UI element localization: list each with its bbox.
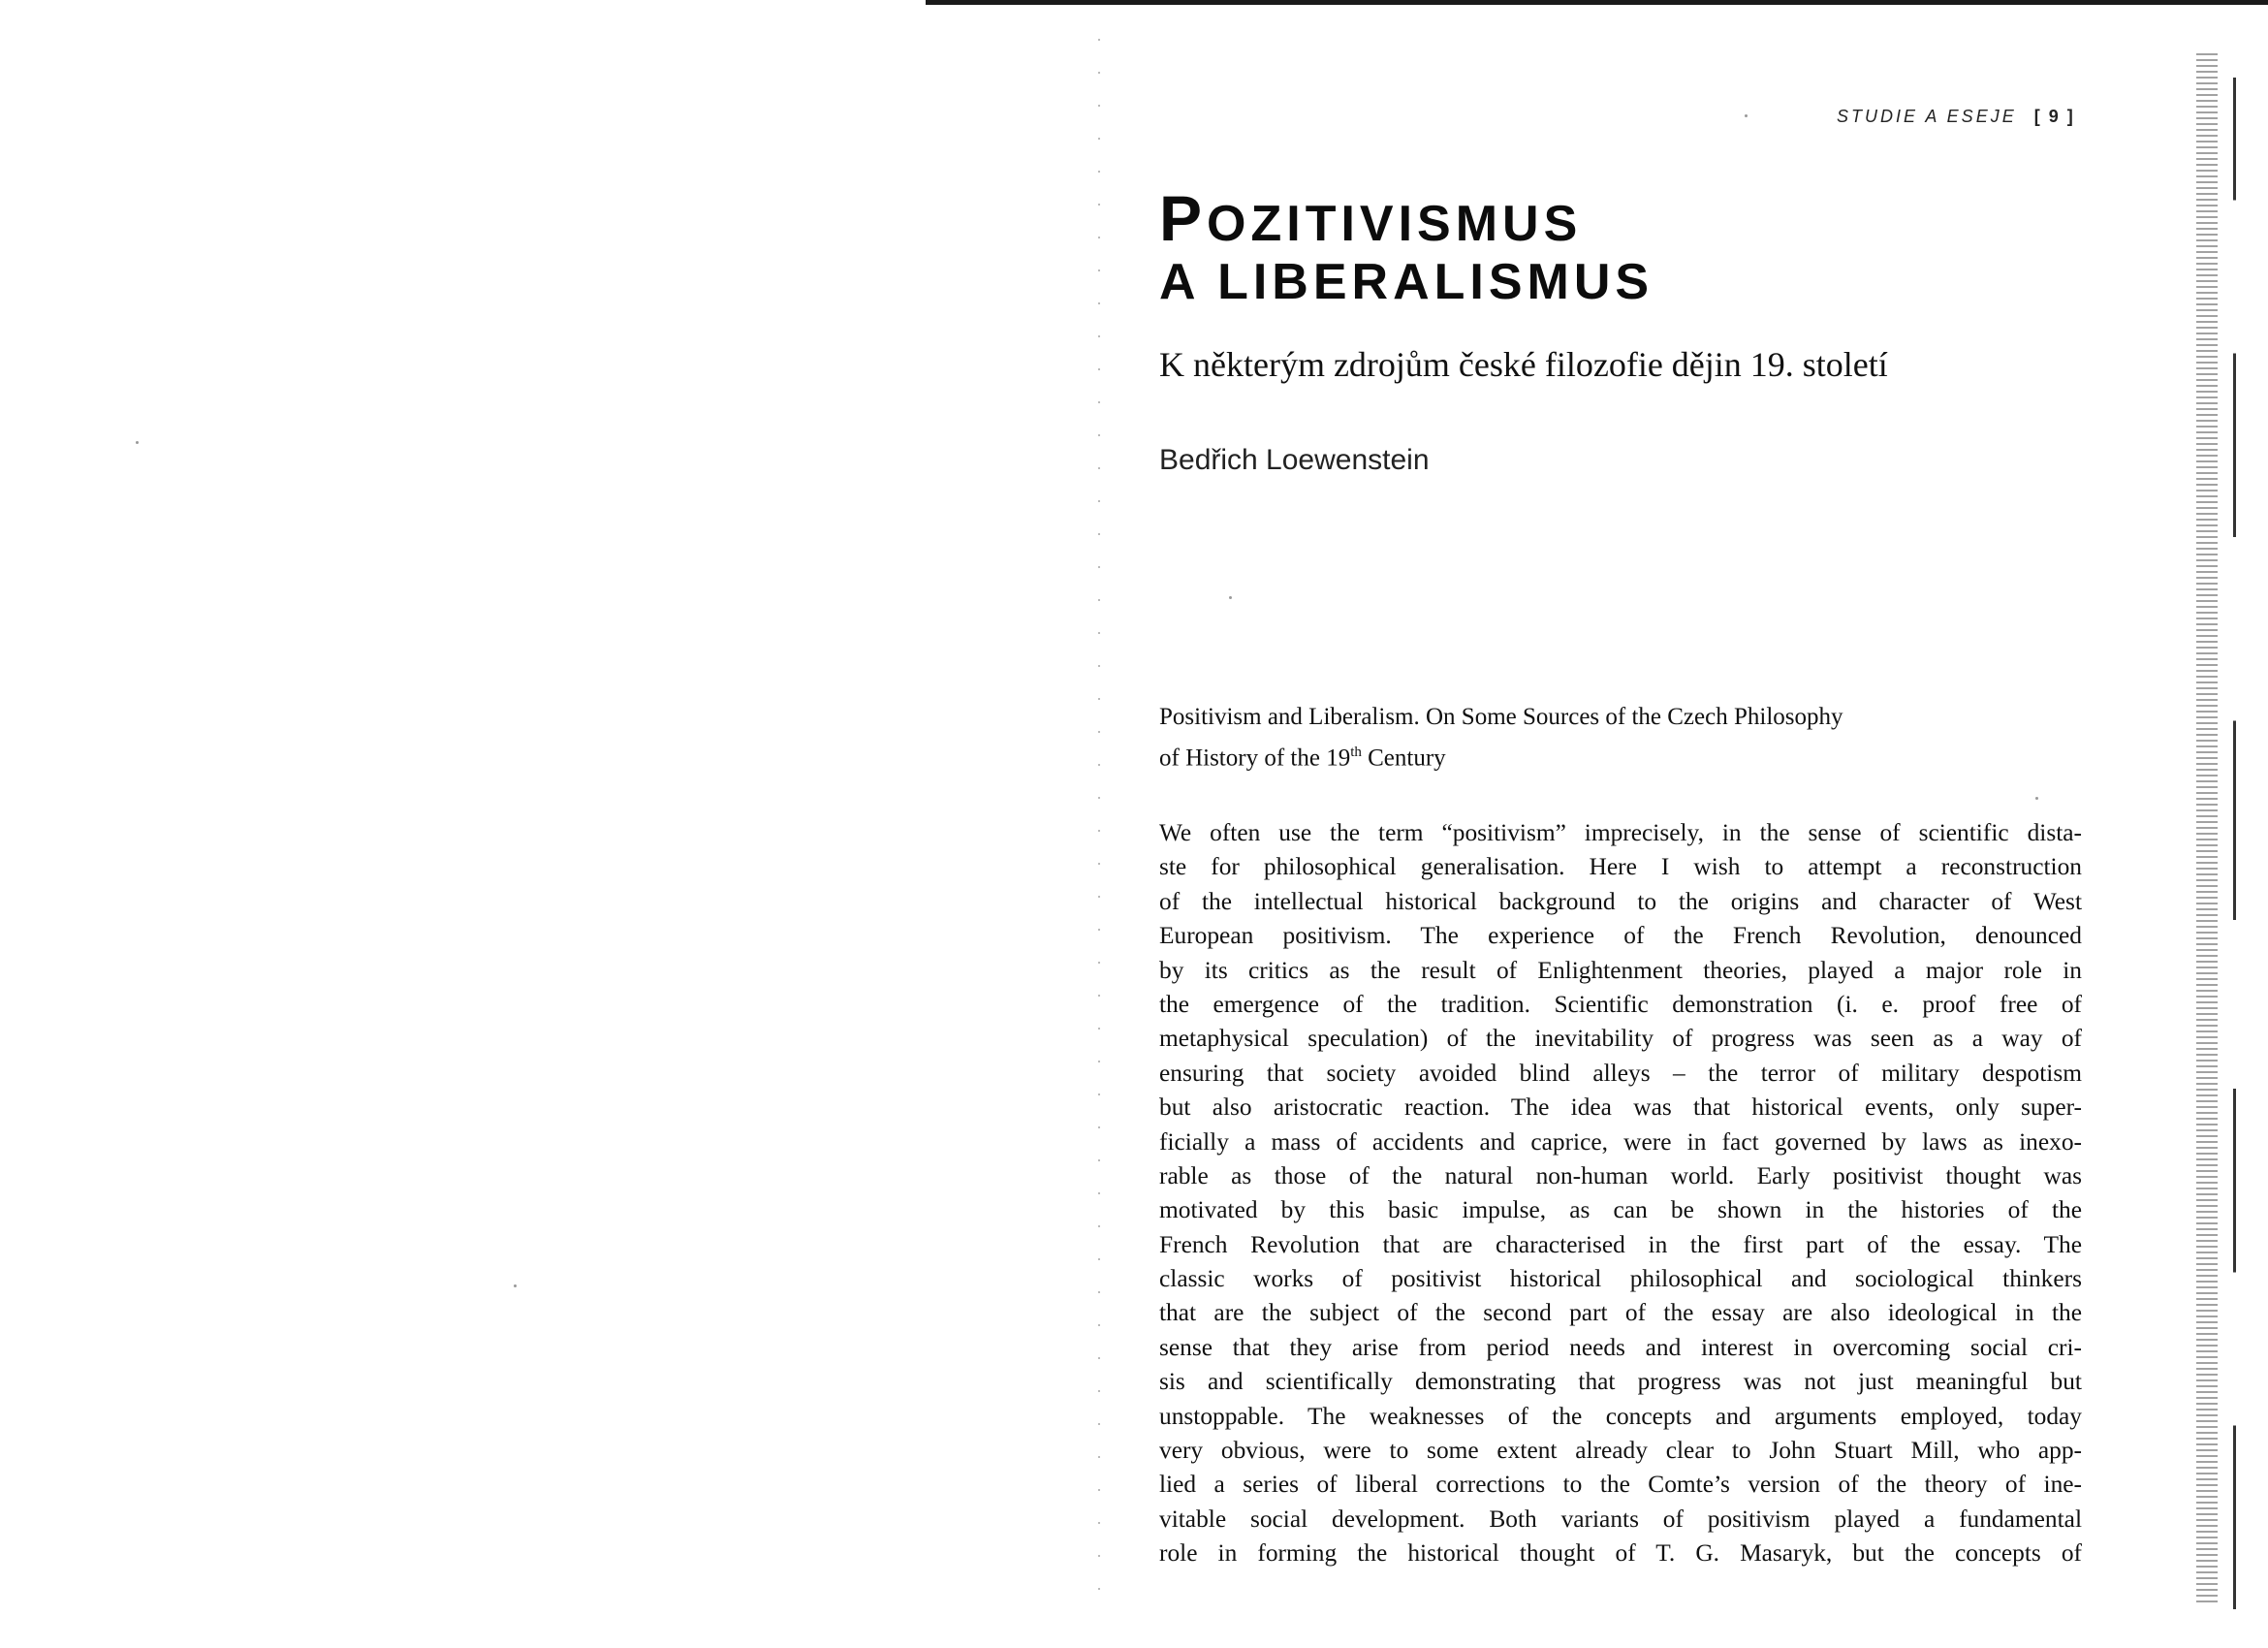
abstract-body-line: very obvious, were to some extent already clear to John Stuart Mill, who app- <box>1159 1437 2082 1465</box>
abstract-body-line: metaphysical speculation) of the inevitability of progress was seen as a way of <box>1159 1025 2082 1053</box>
scan-speck <box>1745 114 1748 117</box>
abstract-body-line: rable as those of the natural non-human world. Early positivist thought was <box>1159 1161 2082 1189</box>
title-line-1 <box>1159 182 1654 254</box>
abstract-title-superscript: th <box>1350 745 1362 760</box>
abstract-body-line: of the intellectual historical background to the origins and character of West <box>1159 887 2082 915</box>
title-line-1-rest: OZITIVISMUS <box>1207 196 1583 252</box>
abstract-body-line: sis and scientifically demonstrating that progress was not just meaningful but <box>1159 1368 2082 1396</box>
abstract-title-line-2-pre: of History of the 19 <box>1159 745 1351 772</box>
page-gutter-shadow <box>1098 39 1100 1619</box>
title-line-2: A LIBERALISMUS <box>1159 254 1654 310</box>
abstract-body-line: role in forming the historical thought of T. G. Masaryk, but the concepts of <box>1159 1539 2082 1568</box>
abstract-body-line: French Revolution that are characterised in the first part of the essay. The <box>1159 1230 2082 1258</box>
scan-speck <box>2035 797 2038 800</box>
abstract-body-line: by its critics as the result of Enlightenment theories, played a major role in <box>1159 956 2082 984</box>
abstract-body-line: vitable social development. Both variants of positivism played a fundamental <box>1159 1505 2082 1533</box>
abstract-body-line: classic works of positivist historical philosophical and sociological thinkers <box>1159 1265 2082 1293</box>
title-initial: P <box>1159 182 1208 254</box>
abstract-title <box>1159 700 2128 776</box>
right-page-edge-scan-noise <box>2196 53 2218 1604</box>
running-head-section: STUDIE A ESEJE <box>1837 107 2017 126</box>
top-page-edge <box>926 0 2268 5</box>
abstract-body-line: unstoppable. The weaknesses of the concepts and arguments employed, today <box>1159 1402 2082 1430</box>
scan-speck <box>514 1284 517 1287</box>
page-number: [ 9 ] <box>2033 107 2075 126</box>
abstract-title-line-2-post: Century <box>1361 745 1446 772</box>
abstract-body-line: European positivism. The experience of the French Revolution, denounced <box>1159 922 2082 950</box>
abstract-body-line: ste for philosophical generalisation. Here I wish to attempt a reconstruction <box>1159 853 2082 881</box>
abstract-body-line: but also aristocratic reaction. The idea was that historical events, only super- <box>1159 1093 2082 1122</box>
abstract-title-line-1: Positivism and Liberalism. On Some Sources of the Czech Philosophy <box>1159 704 1843 730</box>
scan-speck <box>1229 596 1232 599</box>
abstract-body-line: ficially a mass of accidents and caprice, were in fact governed by laws as inexo- <box>1159 1127 2082 1156</box>
running-head <box>1837 107 2075 127</box>
abstract-body-line: ensuring that society avoided blind alleys – the terror of military despotism <box>1159 1059 2082 1087</box>
abstract-body-line: We often use the term “positivism” imprecisely, in the sense of scientific dista- <box>1159 819 2082 846</box>
right-page-edge-line <box>2233 78 2236 1609</box>
abstract-title-line-2 <box>1159 735 2128 776</box>
article-author: Bedřich Loewenstein <box>1159 444 1430 476</box>
scan-speck <box>136 441 139 444</box>
abstract-body-line: sense that they arise from period needs and interest in overcoming social cri- <box>1159 1333 2082 1361</box>
article-subtitle: K některým zdrojům české filozofie dějin 19. století <box>1159 345 1888 384</box>
abstract-body-line: the emergence of the tradition. Scientific demonstration (i. e. proof free of <box>1159 990 2082 1018</box>
article-title <box>1159 182 1654 311</box>
abstract-body-line: lied a series of liberal corrections to the Comte’s version of the theory of ine- <box>1159 1471 2082 1499</box>
abstract-body-line: that are the subject of the second part of the essay are also ideological in the <box>1159 1299 2082 1327</box>
abstract-body-line: motivated by this basic impulse, as can be shown in the histories of the <box>1159 1196 2082 1224</box>
abstract-body <box>1159 816 2082 1571</box>
